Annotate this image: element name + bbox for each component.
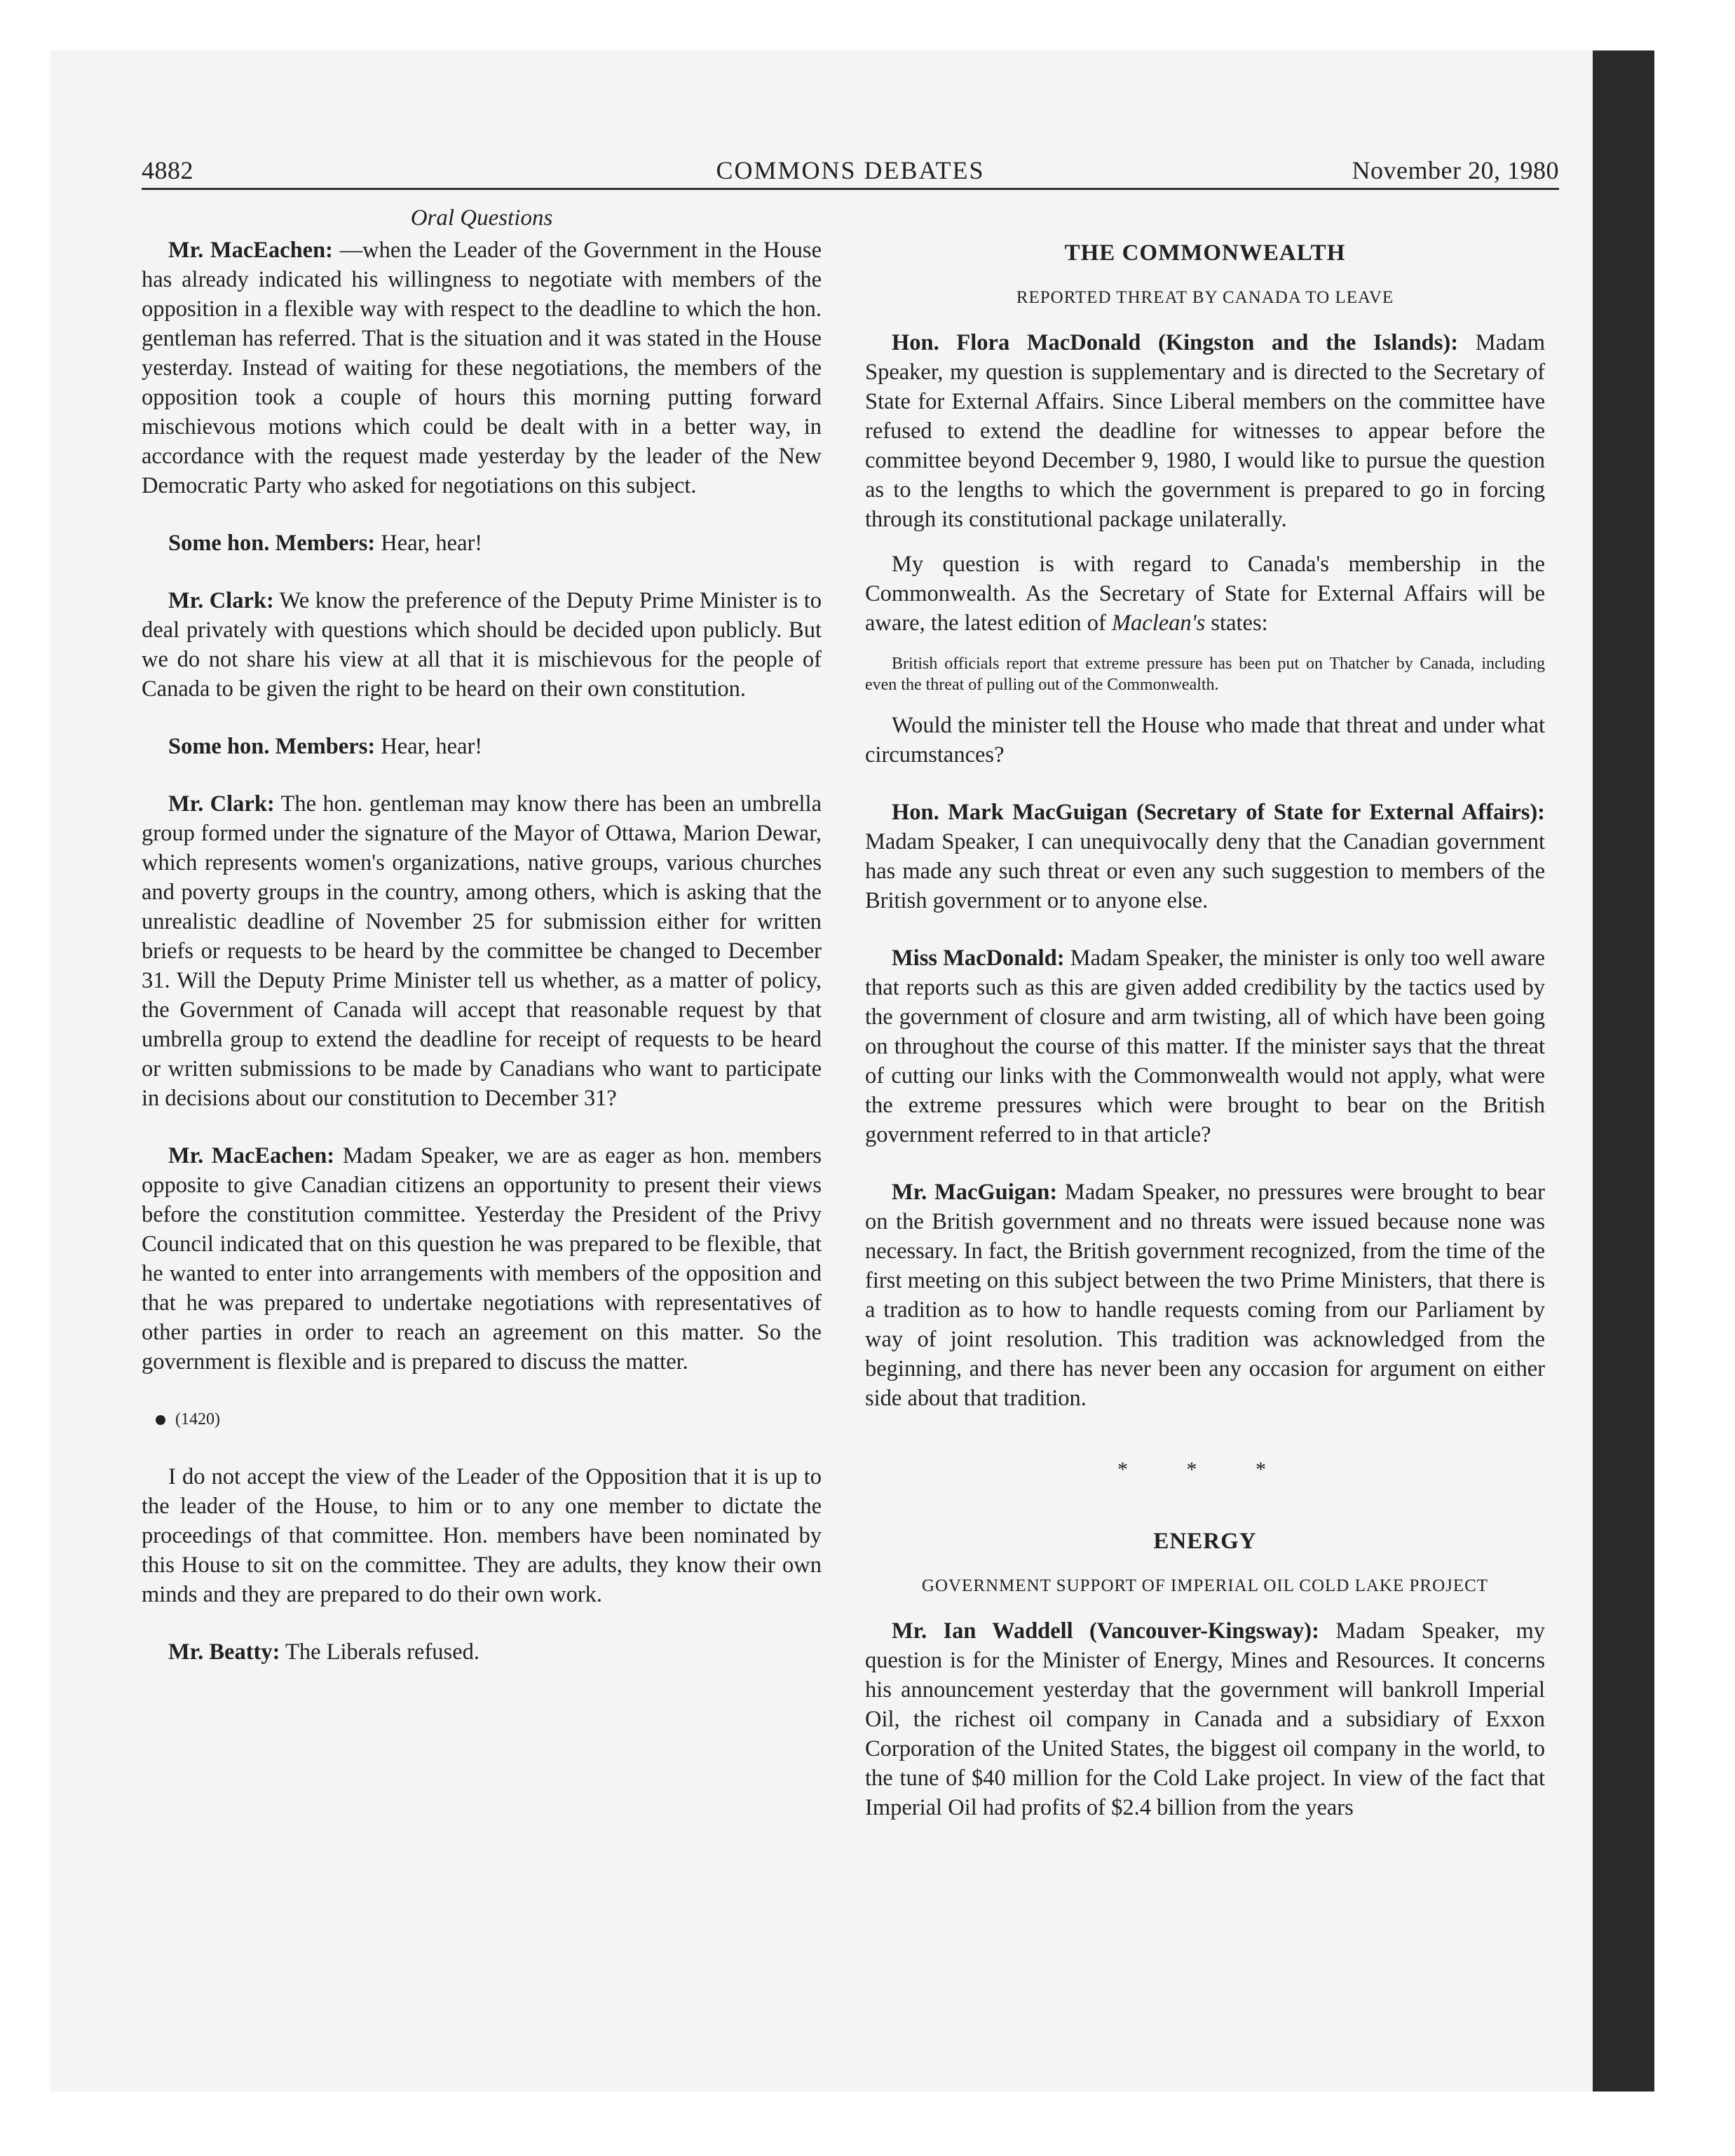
- section-subtitle: REPORTED THREAT BY CANADA TO LEAVE: [1016, 288, 1394, 307]
- speech-paragraph: [142, 586, 822, 704]
- speech-paragraph: Would the minister tell the House who made that threat and under what circumstances?: [865, 713, 1545, 767]
- speech-text: The Liberals refused.: [280, 1639, 480, 1665]
- speaker-name: Mr. MacGuigan:: [892, 1180, 1058, 1205]
- speech-text: Madam Speaker, we are as eager as hon. members opposite to give Canadian citizens an opportunity to present their views before the constitution committee. Yesterday the President of the Privy Council indicated that on this question he was prepared to be flexible, that he wanted to enter into arrangements with members of the opposition and that he was prepared to undertake negotiations with representatives of other parties in order to reach an agreement on this matter. So the government is flexible and is prepared to discuss the matter.: [142, 1143, 822, 1374]
- speech-text: Madam Speaker, no pressures were brought to bear on the British government and no threats were issued because none was necessary. In fact, the British government recognized, from the time of the first meeting on this subject between the two Prime Ministers, that there is a tradition as to how to handle requests coming from our Parliament by way of joint resolution. This tradition was acknowledged from the beginning, and there has never been any occasion for argument on either side about that tradition.: [865, 1180, 1545, 1411]
- speech-text: Madam Speaker, my question is for the Minister of Energy, Mines and Resources. It concerns his announcement yesterday that the government will bankroll Imperial Oil, the richest oil company in Canada and a subsidiary of Exxon Corporation of the United States, the biggest oil company in the world, to the tune of $40 million for the Cold Lake project. In view of the fact that Imperial Oil had profits of $2.4 billion from the years: [865, 1618, 1545, 1820]
- section-label: Oral Questions: [410, 205, 553, 231]
- speech-text: states:: [1205, 610, 1268, 636]
- speech-text: —when the Leader of the Government in the House has already indicated his willingness to negotiate with members of the opposition in a flexible way with respect to the deadline to which the hon. gentleman has referred. That is the situation and it was stated in the House yesterday. Instead of waiting for these negotiations, the members of the opposition took a couple of hours this morning putting forward mischievous motions which could be dealt with in a better way, in accordance with the request made yesterday by the leader of the New Democratic Party who asked for negotiations on this subject.: [142, 238, 822, 498]
- speaker-name: Mr. MacEachen:: [168, 238, 334, 263]
- speech-paragraph: [865, 798, 1545, 915]
- speaker-name: Some hon. Members:: [168, 531, 376, 556]
- speech-paragraph: [142, 236, 822, 500]
- speech-paragraph: [865, 943, 1545, 1149]
- speech-paragraph: [865, 1616, 1545, 1822]
- speech-text: Hear, hear!: [375, 734, 483, 759]
- time-marker-text: (1420): [175, 1410, 220, 1428]
- speech-paragraph: [865, 550, 1545, 638]
- speech-paragraph: [142, 1637, 822, 1667]
- speech-paragraph: [142, 528, 822, 558]
- speaker-name: Miss MacDonald:: [892, 946, 1065, 971]
- speech-paragraph: [142, 732, 822, 761]
- speech-paragraph: [865, 328, 1545, 534]
- speaker-name: Some hon. Members:: [168, 734, 376, 759]
- speech-paragraph: [142, 789, 822, 1113]
- speech-paragraph: [142, 1141, 822, 1377]
- speech-text: Madam Speaker, the minister is only too well aware that reports such as this are given added credibility by the tactics used by the government of closure and arm twisting, all of which have been going on throughout the course of this matter. If the minister says that the threat of cutting our links with the Commonwealth would not apply, what were the extreme pressures which were brought to bear on the British government referred to in that article?: [865, 946, 1545, 1147]
- speaker-name: Hon. Flora MacDonald (Kingston and the Islands):: [892, 330, 1459, 355]
- page-number: 4882: [142, 156, 193, 184]
- speech-text: My question is with regard to Canada's membership in the Commonwealth. As the Secretary of State for External Affairs will be aware, the latest edition of: [865, 552, 1545, 636]
- time-marker: [142, 1405, 822, 1434]
- bullet-icon: [156, 1415, 165, 1425]
- speaker-name: Mr. Clark:: [168, 588, 274, 613]
- speech-text: Hear, hear!: [375, 531, 483, 556]
- right-column: [865, 202, 1545, 1822]
- section-title: ENERGY: [1153, 1529, 1257, 1554]
- speaker-name: Mr. Clark:: [168, 791, 275, 817]
- speech-paragraph: I do not accept the view of the Leader of the Opposition that it is up to the leader of the House, to him or to any one member to dictate the proceedings of that committee. Hon. members have been nominated by this House to sit on the committee. They are adults, they know their own minds and they are prepared to do their own work.: [142, 1464, 822, 1607]
- speech-paragraph: [865, 1178, 1545, 1413]
- speaker-name: Mr. MacEachen:: [168, 1143, 335, 1168]
- left-column: [142, 202, 822, 1667]
- block-quote: British officials report that extreme pressure has been put on Thatcher by Canada, including even the threat of pulling out of the Commonwealth.: [865, 655, 1545, 694]
- binding-spine: [1593, 50, 1654, 2092]
- section-subtitle: GOVERNMENT SUPPORT OF IMPERIAL OIL COLD LAKE PROJECT: [921, 1576, 1489, 1595]
- speech-text: We know the preference of the Deputy Prime Minister is to deal privately with questions which should be decided upon publicly. But we do not share his view at all that it is mischievous for the people of Canada to be given the right to be heard on their own constitution.: [142, 588, 822, 702]
- speaker-name: Hon. Mark MacGuigan (Secretary of State for External Affairs):: [892, 800, 1545, 825]
- speech-text: The hon. gentleman may know there has been an umbrella group formed under the signature of the Mayor of Ottawa, Marion Dewar, which represents women's organizations, native groups, various churches and poverty groups in the country, among others, which is asking that the unrealistic deadline of November 25 for submission either for written briefs or requests to be heard by the committee be changed to December 31. Will the Deputy Prime Minister tell us whether, as a matter of policy, the Government of Canada will accept that reasonable request by that umbrella group to extend the deadline for receipt of requests to be heard or written submissions to be made by Canadians who want to participate in decisions about our constitution to December 31?: [142, 791, 822, 1111]
- section-separator: * * *: [1117, 1458, 1293, 1481]
- speech-text: Madam Speaker, my question is supplementary and is directed to the Secretary of State for External Affairs. Since Liberal members on the committee have refused to extend the deadline for witnesses to appear before the committee beyond December 9, 1980, I would like to pursue the question as to the lengths to which the government is prepared to go in forcing through its constitutional package unilaterally.: [865, 330, 1546, 532]
- page-header: [142, 153, 1559, 190]
- publication-name: Maclean's: [1111, 610, 1206, 636]
- section-title: THE COMMONWEALTH: [1064, 240, 1346, 266]
- publication-title: COMMONS DEBATES: [716, 156, 985, 184]
- speaker-name: Mr. Ian Waddell (Vancouver-Kingsway):: [892, 1618, 1319, 1644]
- speech-text: Madam Speaker, I can unequivocally deny that the Canadian government has made any such threat or even any such suggestion to members of the British government or to anyone else.: [865, 829, 1545, 913]
- speaker-name: Mr. Beatty:: [168, 1639, 280, 1665]
- publication-date: November 20, 1980: [1352, 156, 1559, 184]
